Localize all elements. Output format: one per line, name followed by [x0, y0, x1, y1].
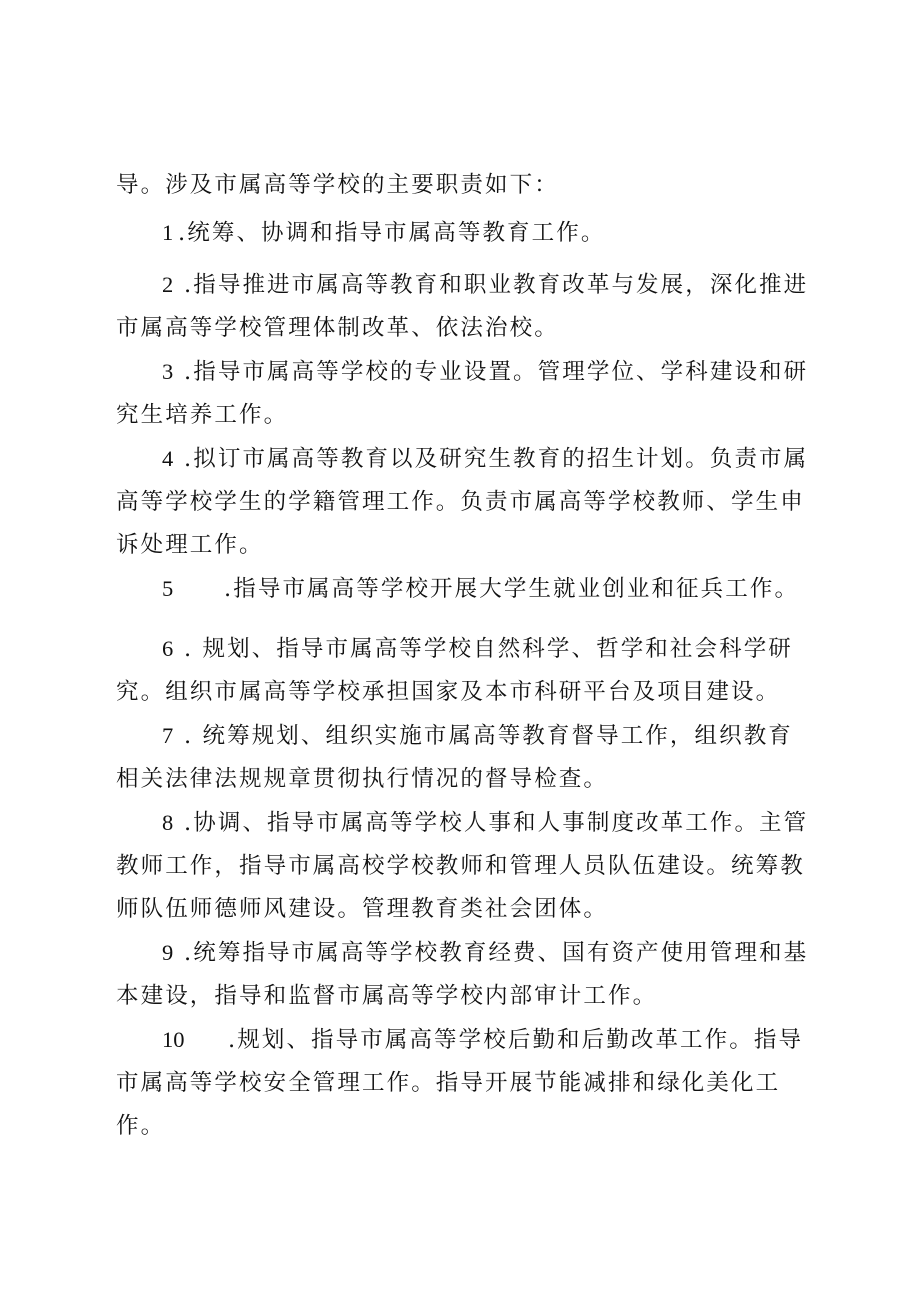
item-text: . 统筹规划、组织实施市属高等教育督导工作，组织教育相关法律法规规章贯彻执行情况的督导检查。 [116, 723, 793, 792]
item-3 [116, 350, 816, 437]
item-number: 7 [162, 723, 174, 748]
item-number: 8 [162, 810, 174, 835]
item-text: .协调、指导市属高等学校人事和人事制度改革工作。主管教师工作，指导市属高校学校教师和管理人员队伍建设。统筹教师队伍师德师风建设。管理教育类社会团体。 [116, 810, 809, 922]
item-text: .指导推进市属高等教育和职业教育改革与发展，深化推进市属高等学校管理体制改革、依法治校。 [116, 272, 809, 341]
item-1 [116, 211, 816, 255]
item-number: 5 [162, 576, 174, 601]
item-text: .统筹、协调和指导市属高等教育工作。 [178, 220, 606, 246]
item-text: .规划、指导市属高等学校后勤和后勤改革工作。指导市属高等学校安全管理工作。指导开展节能减排和绿化美化工作。 [116, 1027, 804, 1139]
item-6 [116, 627, 816, 714]
item-text: .指导市属高等学校开展大学生就业创业和征兵工作。 [224, 576, 800, 602]
item-number: 2 [162, 272, 174, 297]
item-number: 3 [162, 359, 174, 384]
item-10 [116, 1018, 816, 1148]
item-number: 6 [162, 636, 174, 661]
item-2 [116, 263, 816, 350]
item-text: .统筹指导市属高等学校教育经费、国有资产使用管理和基本建设，指导和监督市属高等学校内部审计工作。 [116, 940, 809, 1009]
item-number: 9 [162, 940, 174, 965]
item-8 [116, 801, 816, 931]
item-text: . 规划、指导市属高等学校自然科学、哲学和社会科学研究。组织市属高等学校承担国家及本市科研平台及项目建设。 [116, 636, 793, 705]
item-text: .指导市属高等学校的专业设置。管理学位、学科建设和研究生培养工作。 [116, 359, 809, 428]
item-9 [116, 931, 816, 1018]
item-number: 1 [162, 220, 174, 245]
item-4 [116, 437, 816, 567]
item-5 [116, 567, 816, 611]
item-number: 10 [162, 1027, 185, 1052]
item-7 [116, 714, 816, 801]
item-number: 4 [162, 446, 174, 471]
document-body [116, 164, 816, 1148]
intro-paragraph: 导。涉及市属高等学校的主要职责如下： [116, 172, 559, 198]
item-text: .拟订市属高等教育以及研究生教育的招生计划。负责市属高等学校学生的学籍管理工作。负责市属高等学校教师、学生申诉处理工作。 [116, 446, 809, 558]
